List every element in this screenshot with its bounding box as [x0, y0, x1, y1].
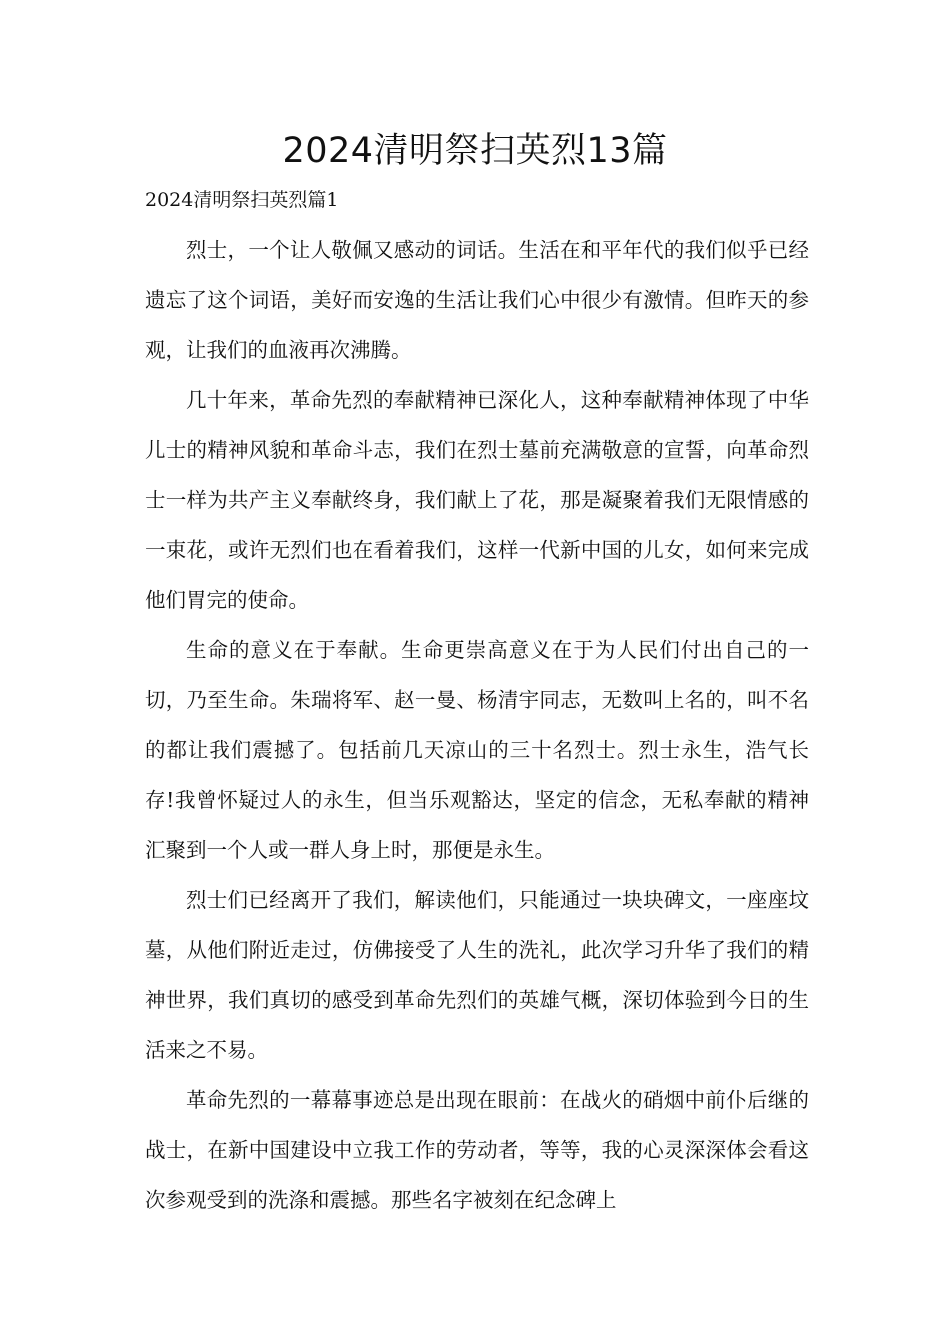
paragraph: 烈士，一个让人敬佩又感动的词话。生活在和平年代的我们似乎已经遗忘了这个词语，美好而安逸的生活让我们心中很少有激情。但昨天的参观，让我们的血液再次沸腾。 [145, 238, 809, 362]
document-body [145, 225, 809, 1225]
paragraph: 革命先烈的一幕幕事迹总是出现在眼前：在战火的硝烟中前仆后继的战士，在新中国建设中立我工作的劳动者，等等，我的心灵深深体会看这次参观受到的洗涤和震撼。那些名字被刻在纪念碑上 [145, 1088, 809, 1212]
paragraph: 几十年来，革命先烈的奉献精神已深化人，这种奉献精神体现了中华儿士的精神风貌和革命斗志，我们在烈士墓前充满敬意的宣誓，向革命烈士一样为共产主义奉献终身，我们献上了花，那是凝聚着我们无限情感的一束花，或许无烈们也在看着我们，这样一代新中国的儿女，如何来完成他们胃完的使命。 [145, 388, 809, 612]
paragraph: 生命的意义在于奉献。生命更崇高意义在于为人民们付出自己的一切，乃至生命。朱瑞将军、赵一曼、杨清宇同志，无数叫上名的，叫不名的都让我们震撼了。包括前几天凉山的三十名烈士。烈士永生，浩气长存!我曾怀疑过人的永生，但当乐观豁达，坚定的信念，无私奉献的精神汇聚到一个人或一群人身上时，那便是永生。 [145, 638, 809, 862]
paragraph: 烈士们已经离开了我们，解读他们，只能通过一块块碑文，一座座坟墓，从他们附近走过，仿佛接受了人生的洗礼，此次学习升华了我们的精神世界，我们真切的感受到革命先烈们的英雄气概，深切体验到今日的生活来之不易。 [145, 888, 809, 1062]
section-heading: 2024清明祭扫英烈篇1 [145, 189, 339, 211]
document-title: 2024清明祭扫英烈13篇 [282, 131, 668, 171]
